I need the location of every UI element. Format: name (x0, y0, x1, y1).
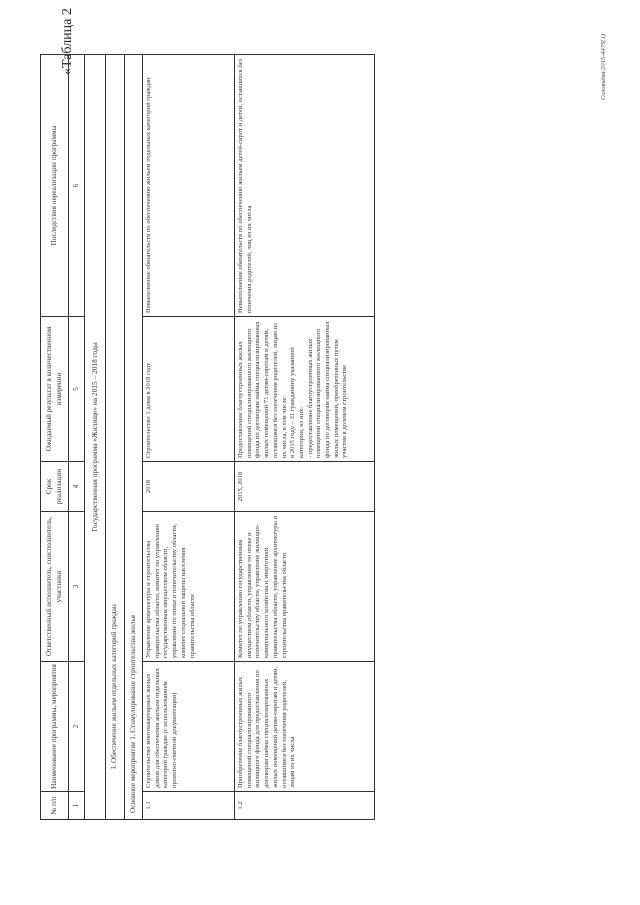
header-result: Ожидаемый результат в количественном измерении (41, 317, 69, 462)
program-table (40, 54, 375, 820)
program-title: Государственная программа «Жилище» на 2015 – 2018 годы (85, 55, 106, 820)
header-term: Срок реализации (41, 462, 69, 512)
result-line: в 2015 году – 31 гражданину указанной категории, из них: (289, 347, 305, 458)
row-consequence: Невыполнение обязательств по обеспечению жильем детей-сирот и детей, оставшихся без попечения родителей, лиц из их числа (235, 55, 375, 317)
document-footer: Соловьёва/2015-4475(1) (600, 34, 607, 100)
header-executor: Ответственный исполнитель, соисполнитель, участники (41, 512, 69, 662)
row-executor: Управление архитектуры и строительства правительства области, комитет по управлению государственным имуществом области, управление по опеке и попечительству области, комитет социальной защиты населения правительства области (143, 512, 235, 662)
row-result (235, 317, 375, 462)
row-term: 2018 (143, 462, 235, 512)
col-number: 3 (69, 512, 85, 662)
table-row (235, 55, 375, 820)
table-label: «Таблица 2 (60, 8, 75, 75)
section-title: I. Обеспечение жильем отдельных категорий граждан (106, 55, 125, 820)
row-executor: Комитет по управлению государственным имуществом области, управление по опеке и попечительству области, управление жилищно-коммунального хозяйства и энергетики правительства области, управление архитектуры и строительства правительства области (235, 512, 375, 662)
header-consequence: Последствия нереализации программы (41, 55, 69, 317)
col-number: 6 (69, 55, 85, 317)
col-number: 4 (69, 462, 85, 512)
header-num: № п/п (41, 792, 69, 820)
activity-row (124, 55, 143, 820)
row-number: 1.2 (235, 792, 375, 820)
col-number: 5 (69, 317, 85, 462)
row-result: Строительство 1 дома в 2018 году (143, 317, 235, 462)
row-name: Строительство многоквартирных жилых домов для обеспечения жильем отдельных категорий граждан (с использованием проектно-сметной документации) (143, 662, 235, 792)
row-name: Приобретение благоустроенных жилых помещений специализированного жилищного фонда для предоставления по договорам найма специализированных жилых помещений детям-сиротам и детям, оставшимся без попечения родителей, лицам из их числа (235, 662, 375, 792)
col-number: 1 (69, 792, 85, 820)
activity-title: Основное мероприятие 1. Стимулирование строительства жилья (124, 55, 143, 820)
result-line: Предоставление благоустроенных жилых помещений специализированного жилищного фонда по договорам найма специализированных жилых помещений 71 детям-сиротам и детям, оставшимся без попечения родителей, лицам из их числа, в том числе: (237, 321, 288, 458)
row-number: 1.1 (143, 792, 235, 820)
column-number-row (69, 55, 85, 820)
header-row (41, 55, 69, 820)
result-line: - предоставление благоустроенных жилых помещений специализированного жилищного фонда по договорам найма специализированных жилых помещений, приобретенных путем участия в долевом строительстве (306, 321, 349, 458)
col-number: 2 (69, 662, 85, 792)
header-name: Наименование программы, мероприятия (41, 662, 69, 792)
program-title-row (85, 55, 106, 820)
section-row (106, 55, 125, 820)
row-consequence: Невыполнение обязательств по обеспечению жильем отдельных категорий граждан (143, 55, 235, 317)
row-term: 2015, 2018 (235, 462, 375, 512)
table-row (143, 55, 235, 820)
